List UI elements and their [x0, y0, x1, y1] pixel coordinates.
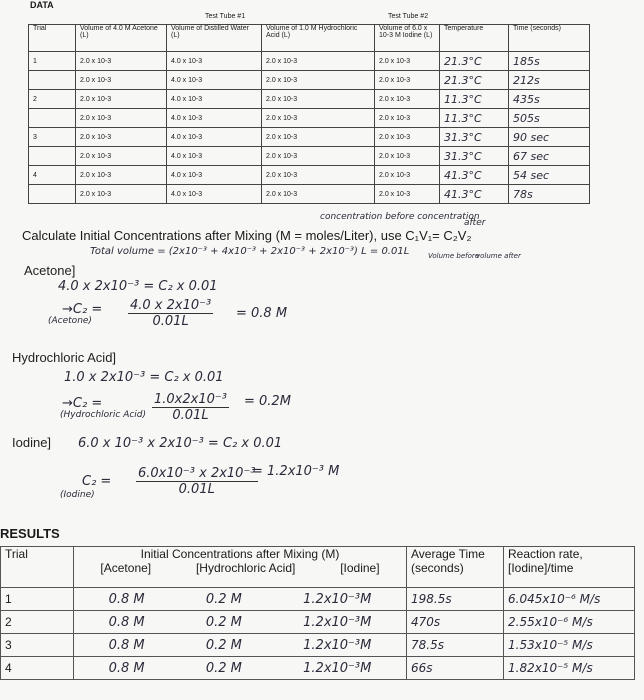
cell-iodine-volume: 2.0 x 10-3	[375, 128, 440, 147]
results-cell-hcl: 0.2 M	[205, 614, 242, 630]
results-cell-acetone: 0.8 M	[108, 614, 145, 630]
cell-time: 185s	[509, 52, 590, 71]
cell-hcl-volume: 2.0 x 10-3	[262, 166, 375, 185]
note-volume-before: Volume before	[428, 252, 480, 260]
iodine-result: = 1.2x10⁻³ M	[252, 464, 340, 479]
cell-water-volume: 4.0 x 10-3	[167, 128, 262, 147]
results-cell-rate: 2.55x10⁻⁶ M/s	[504, 611, 635, 634]
results-cell-iodine: 1.2x10⁻³M	[303, 660, 372, 676]
cell-time: 212s	[509, 71, 590, 90]
cell-trial	[29, 185, 76, 204]
results-table	[0, 546, 635, 680]
results-cell-avg-time: 470s	[407, 611, 504, 634]
hcl-numerator: 1.0x2x10⁻³	[154, 392, 227, 407]
results-cell-trial: 4	[1, 657, 74, 680]
hcl-label: Hydrochloric Acid]	[12, 350, 117, 365]
cell-acetone-volume: 2.0 x 10-3	[76, 109, 167, 128]
calc-heading: Calculate Initial Concentrations after Mixing (M = moles/Liter), use C₁V₁= C₂V₂	[22, 228, 472, 243]
acetone-sub: (Acetone)	[48, 316, 92, 326]
cell-temperature: 41.3°C	[440, 185, 509, 204]
iodine-numerator: 6.0x10⁻³ x 2x10⁻³	[138, 466, 256, 481]
results-title: RESULTS	[0, 526, 60, 541]
results-cell-concentrations	[74, 634, 407, 657]
data-table-row	[29, 90, 590, 109]
cell-iodine-volume: 2.0 x 10-3	[375, 90, 440, 109]
results-sub-hcl: [Hydrochloric Acid]	[195, 561, 296, 575]
col-temperature: Temperature	[440, 25, 509, 52]
cell-hcl-volume: 2.0 x 10-3	[262, 71, 375, 90]
data-table-row	[29, 128, 590, 147]
cell-hcl-volume: 2.0 x 10-3	[262, 90, 375, 109]
cell-trial: 4	[29, 166, 76, 185]
cell-acetone-volume: 2.0 x 10-3	[76, 71, 167, 90]
results-cell-iodine: 1.2x10⁻³M	[303, 614, 372, 630]
results-row	[1, 657, 635, 680]
iodine-denominator: 0.01L	[178, 482, 215, 497]
acetone-numerator: 4.0 x 2x10⁻³	[130, 298, 212, 313]
results-col-avg-time	[407, 547, 504, 588]
results-sub-acetone: [Acetone]	[100, 561, 152, 575]
cell-iodine-volume: 2.0 x 10-3	[375, 71, 440, 90]
acetone-equation: 4.0 x 2x10⁻³ = C₂ x 0.01	[58, 279, 218, 294]
results-cell-acetone: 0.8 M	[108, 591, 145, 607]
results-col-avg-line2: (seconds)	[411, 561, 464, 575]
results-cell-rate: 1.53x10⁻⁵ M/s	[504, 634, 635, 657]
cell-hcl-volume: 2.0 x 10-3	[262, 52, 375, 71]
note-after: after	[464, 218, 486, 228]
cell-iodine-volume: 2.0 x 10-3	[375, 185, 440, 204]
results-cell-hcl: 0.2 M	[205, 660, 242, 676]
cell-trial: 3	[29, 128, 76, 147]
cell-hcl-volume: 2.0 x 10-3	[262, 147, 375, 166]
test-tube-2-label: Test Tube #2	[388, 13, 429, 20]
results-col-concentrations	[74, 547, 407, 588]
results-col-trial: Trial	[1, 547, 74, 588]
note-total-volume: Total volume = (2x10⁻³ + 4x10⁻³ + 2x10⁻³ + 2x10⁻³) L = 0.01L	[90, 246, 410, 257]
acetone-c2: →C₂ =	[62, 302, 103, 317]
cell-water-volume: 4.0 x 10-3	[167, 109, 262, 128]
results-col-rate-line1: Reaction rate,	[508, 547, 583, 561]
data-table	[28, 24, 590, 204]
results-cell-hcl: 0.2 M	[205, 637, 242, 653]
cell-hcl-volume: 2.0 x 10-3	[262, 185, 375, 204]
results-col-rate-line2: [Iodine]/time	[508, 561, 574, 575]
cell-water-volume: 4.0 x 10-3	[167, 147, 262, 166]
cell-iodine-volume: 2.0 x 10-3	[375, 52, 440, 71]
iodine-label: Iodine]	[12, 435, 52, 450]
results-cell-rate: 6.045x10⁻⁶ M/s	[504, 588, 635, 611]
cell-water-volume: 4.0 x 10-3	[167, 166, 262, 185]
results-cell-iodine: 1.2x10⁻³M	[303, 591, 372, 607]
cell-trial	[29, 109, 76, 128]
data-table-row	[29, 166, 590, 185]
cell-acetone-volume: 2.0 x 10-3	[76, 147, 167, 166]
cell-water-volume: 4.0 x 10-3	[167, 90, 262, 109]
results-cell-iodine: 1.2x10⁻³M	[303, 637, 372, 653]
col-acetone-volume: Volume of 4.0 M Acetone (L)	[76, 25, 167, 52]
data-table-row	[29, 52, 590, 71]
results-cell-concentrations	[74, 657, 407, 680]
results-cell-trial: 1	[1, 588, 74, 611]
acetone-denominator: 0.01L	[152, 314, 189, 329]
results-row	[1, 634, 635, 657]
acetone-label: Acetone]	[24, 263, 76, 278]
results-cell-hcl: 0.2 M	[205, 591, 242, 607]
col-trial: Trial	[29, 25, 76, 52]
data-table-row	[29, 71, 590, 90]
hcl-c2: →C₂ =	[62, 396, 103, 411]
data-label: DATA	[30, 0, 54, 10]
acetone-fraction	[128, 298, 213, 329]
iodine-fraction	[136, 466, 258, 497]
results-cell-concentrations	[74, 588, 407, 611]
cell-acetone-volume: 2.0 x 10-3	[76, 185, 167, 204]
col-iodine-volume: Volume of 6.0 x 10-3 M Iodine (L)	[375, 25, 440, 52]
results-cell-avg-time: 198.5s	[407, 588, 504, 611]
col-water-volume: Volume of Distilled Water (L)	[167, 25, 262, 52]
col-time: Time (seconds)	[509, 25, 590, 52]
results-cell-acetone: 0.8 M	[108, 660, 145, 676]
col-hcl-volume: Volume of 1.0 M Hydrochloric Acid (L)	[262, 25, 375, 52]
cell-water-volume: 4.0 x 10-3	[167, 185, 262, 204]
cell-temperature: 41.3°C	[440, 166, 509, 185]
results-cell-concentrations	[74, 611, 407, 634]
data-table-header	[29, 25, 590, 52]
cell-trial: 1	[29, 52, 76, 71]
cell-water-volume: 4.0 x 10-3	[167, 71, 262, 90]
iodine-c2: C₂ =	[82, 474, 112, 489]
data-table-row	[29, 147, 590, 166]
note-volume-after: volume after	[476, 252, 521, 260]
cell-hcl-volume: 2.0 x 10-3	[262, 109, 375, 128]
results-col-conc-title: Initial Concentrations after Mixing (M)	[140, 547, 340, 561]
hcl-equation: 1.0 x 2x10⁻³ = C₂ x 0.01	[64, 370, 224, 385]
results-cell-avg-time: 66s	[407, 657, 504, 680]
cell-trial	[29, 71, 76, 90]
iodine-sub: (Iodine)	[60, 490, 95, 500]
cell-acetone-volume: 2.0 x 10-3	[76, 166, 167, 185]
hcl-denominator: 0.01L	[172, 408, 209, 423]
hcl-result: = 0.2M	[244, 394, 291, 409]
cell-acetone-volume: 2.0 x 10-3	[76, 52, 167, 71]
results-col-avg-line1: Average Time	[411, 547, 485, 561]
cell-temperature: 21.3°C	[440, 52, 509, 71]
cell-temperature: 21.3°C	[440, 71, 509, 90]
cell-iodine-volume: 2.0 x 10-3	[375, 109, 440, 128]
results-cell-trial: 2	[1, 611, 74, 634]
cell-iodine-volume: 2.0 x 10-3	[375, 147, 440, 166]
cell-time: 435s	[509, 90, 590, 109]
results-cell-rate: 1.82x10⁻⁵ M/s	[504, 657, 635, 680]
results-cell-trial: 3	[1, 634, 74, 657]
cell-trial: 2	[29, 90, 76, 109]
cell-acetone-volume: 2.0 x 10-3	[76, 90, 167, 109]
cell-temperature: 31.3°C	[440, 128, 509, 147]
results-col-rate	[504, 547, 635, 588]
results-row	[1, 611, 635, 634]
cell-time: 67 sec	[509, 147, 590, 166]
cell-acetone-volume: 2.0 x 10-3	[76, 128, 167, 147]
note-conc-before-after: concentration before concentration	[320, 212, 480, 222]
cell-temperature: 31.3°C	[440, 147, 509, 166]
results-cell-avg-time: 78.5s	[407, 634, 504, 657]
cell-hcl-volume: 2.0 x 10-3	[262, 128, 375, 147]
cell-trial	[29, 147, 76, 166]
results-sub-iodine: [Iodine]	[340, 561, 380, 575]
cell-water-volume: 4.0 x 10-3	[167, 52, 262, 71]
results-header	[1, 547, 635, 588]
data-table-row	[29, 109, 590, 128]
cell-temperature: 11.3°C	[440, 109, 509, 128]
acetone-result: = 0.8 M	[236, 306, 288, 321]
cell-iodine-volume: 2.0 x 10-3	[375, 166, 440, 185]
results-row	[1, 588, 635, 611]
data-table-row	[29, 185, 590, 204]
test-tube-1-label: Test Tube #1	[205, 13, 246, 20]
cell-time: 78s	[509, 185, 590, 204]
hcl-fraction	[152, 392, 229, 423]
iodine-equation: 6.0 x 10⁻³ x 2x10⁻³ = C₂ x 0.01	[78, 436, 283, 451]
cell-time: 54 sec	[509, 166, 590, 185]
results-cell-acetone: 0.8 M	[108, 637, 145, 653]
cell-time: 505s	[509, 109, 590, 128]
cell-time: 90 sec	[509, 128, 590, 147]
hcl-sub: (Hydrochloric Acid)	[60, 410, 147, 420]
cell-temperature: 11.3°C	[440, 90, 509, 109]
